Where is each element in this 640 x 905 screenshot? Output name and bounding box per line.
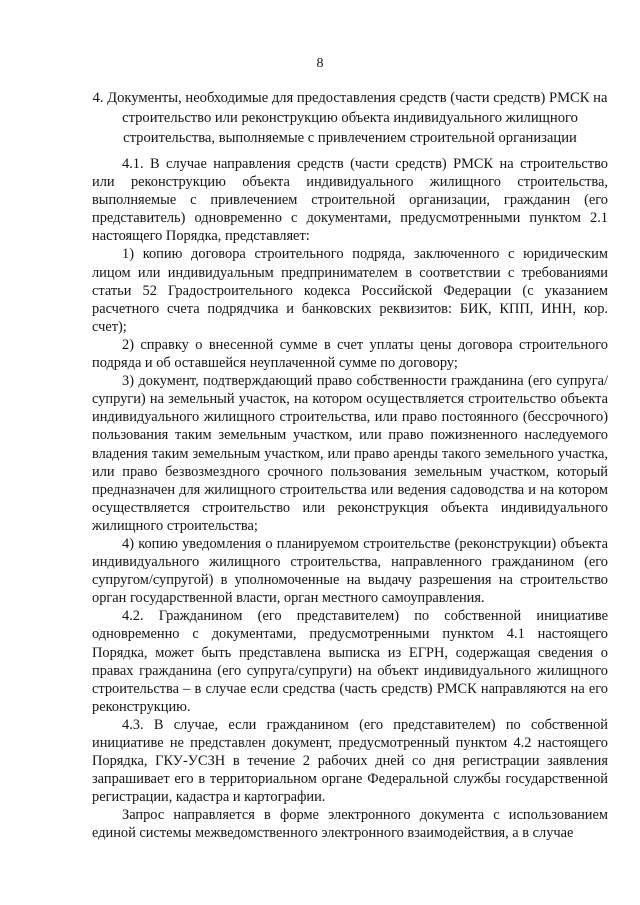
paragraph-request: Запрос направляется в форме электронного документа с использованием единой системы межведомственного электронного взаимодействия, а в случае — [92, 807, 608, 842]
paragraph-4-3: 4.3. В случае, если гражданином (его представителем) по собственной инициативе не представлен документ, предусмотренный пунктом 4.2 настоящего Порядка, ГКУ-УСЗН в течение 2 рабочих дней со дня регистрации заявления запрашивает его в территориальном органе Федеральной службы государственной регистрации, кадастра и картографии. — [92, 716, 608, 806]
document-body — [92, 146, 608, 843]
list-item-4: 4) копию уведомления о планируемом строительстве (реконструкции) объекта индивидуального жилищного строительства, направленного гражданином (его супругом/супругой) в уполномоченные на выдачу разрешения на строительство орган государственной власти, орган местного самоуправления. — [92, 535, 608, 607]
paragraph-4-1: 4.1. В случае направления средств (части средств) РМСК на строительство или реконструкцию объекта индивидуального жилищного строительства, выполняемые с привлечением строительной организации, гражданин (его представитель) одновременно с документами, предусмотренными пунктом 2.1 настоящего Порядка, представляет: — [92, 156, 608, 245]
list-item-2: 2) справку о внесенной сумме в счет уплаты цены договора строительного подряда и об оставшейся неуплаченной сумме по договору; — [92, 336, 608, 372]
list-item-3: 3) документ, подтверждающий право собственности гражданина (его супруга/супруги) на земельный участок, на котором осуществляется строительство объекта индивидуального жилищного строительства, или право постоянного (бессрочного) пользования таким земельным участком, или право пожизненного наследуемого владения таким земельным участком, или право аренды такого земельного участка, или право безвозмездного срочного пользования земельным участком, который предназначен для жилищного строительства или ведения садоводства и на котором осуществляется строительство или реконструкция объекта индивидуального жилищного строительства; — [92, 373, 608, 534]
paragraph-4-2: 4.2. Гражданином (его представителем) по собственной инициативе одновременно с документами, предусмотренными пунктом 4.1 настоящего Порядка, может быть представлена выписка из ЕГРН, содержащая сведения о правах гражданина (его супруга/супруги) на объект индивидуального жилищного строительства – в случае если средства (часть средств) РМСК направляются на его реконструкцию. — [92, 608, 608, 715]
section-heading: 4. Документы, необходимые для предоставления средств (части средств) РМСК на строительство или реконструкцию объекта индивидуального жилищного строительства, выполняемые с привлечением строительной организации — [92, 90, 608, 146]
page-number: 8 — [316, 56, 324, 71]
list-item-1: 1) копию договора строительного подряда, заключенного с юридическим лицом или индивидуальным предпринимателем в соответствии с требованиями статьи 52 Градостроительного кодекса Российской Федерации (с указанием расчетного счета подрядчика и банковских реквизитов: БИК, КПП, ИНН, кор. счет); — [92, 246, 608, 335]
